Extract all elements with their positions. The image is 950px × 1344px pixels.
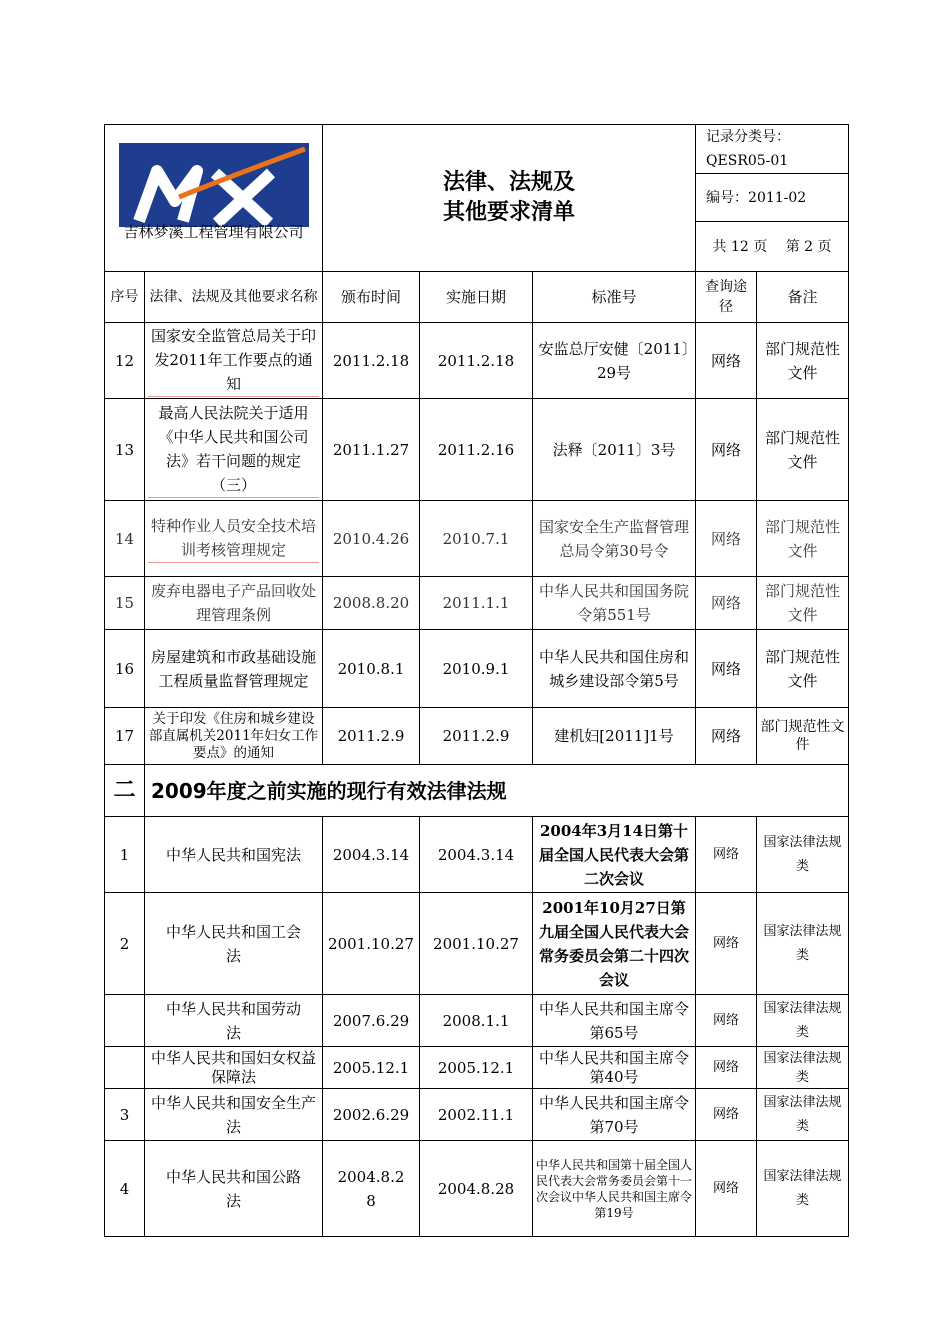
row-name: 房屋建筑和市政基础设施工程质量监督管理规定 bbox=[145, 630, 323, 708]
table-row bbox=[105, 708, 849, 765]
row-name-text: 国家安全监管总局关于印发2011年工作要点的通知 bbox=[148, 324, 319, 397]
table-row bbox=[105, 1047, 849, 1089]
row-effective: 2005.12.1 bbox=[420, 1047, 533, 1089]
row-effective: 2011.2.18 bbox=[420, 323, 533, 399]
col-header-no-text: 序号 bbox=[110, 289, 139, 305]
row-issued: 2004.8.28 bbox=[323, 1141, 420, 1237]
column-header-row bbox=[105, 272, 849, 323]
row-name-text: 特种作业人员安全技术培训考核管理规定 bbox=[148, 514, 319, 563]
row-note: 国家法律法规类 bbox=[757, 1047, 849, 1089]
row-effective: 2004.8.28 bbox=[420, 1141, 533, 1237]
row-issued: 2004.3.14 bbox=[323, 817, 420, 893]
row-name: 中华人民共和国工会法 bbox=[145, 893, 323, 995]
row-effective: 2002.11.1 bbox=[420, 1089, 533, 1141]
row-std: 中华人民共和国主席令第40号 bbox=[533, 1047, 696, 1089]
row-no bbox=[105, 1047, 145, 1089]
row-name bbox=[145, 323, 323, 399]
row-name: 中华人民共和国劳动法 bbox=[145, 995, 323, 1047]
row-note: 部门规范性文件 bbox=[757, 577, 849, 630]
row-name-text: 废弃电器电子产品回收处理管理条例 bbox=[150, 582, 316, 624]
row-std: 中华人民共和国国务院令第551号 bbox=[533, 577, 696, 630]
row-no: 17 bbox=[105, 708, 145, 765]
row-via: 网络 bbox=[696, 1047, 757, 1089]
table-row bbox=[105, 577, 849, 630]
row-name: 关于印发《住房和城乡建设部直属机关2011年妇女工作要点》的通知 bbox=[145, 708, 323, 765]
row-std: 2001年10月27日第九届全国人民代表大会常务委员会第二十四次会议 bbox=[533, 893, 696, 995]
row-effective: 2004.3.14 bbox=[420, 817, 533, 893]
row-name: 中华人民共和国宪法 bbox=[145, 817, 323, 893]
row-note: 部门规范性文件 bbox=[757, 630, 849, 708]
table-row bbox=[105, 995, 849, 1047]
col-header-note: 备注 bbox=[757, 272, 849, 323]
table-row bbox=[105, 630, 849, 708]
col-header-no bbox=[105, 272, 145, 323]
row-issued: 2011.2.18 bbox=[323, 323, 420, 399]
row-no: 14 bbox=[105, 501, 145, 577]
title-line-1: 法律、法规及 bbox=[443, 170, 576, 195]
row-effective: 2010.9.1 bbox=[420, 630, 533, 708]
logo-text: MX bbox=[123, 155, 125, 156]
record-number: 记录分类号：QESR05-01 bbox=[696, 125, 849, 174]
col-header-effective: 实施日期 bbox=[420, 272, 533, 323]
document-number: 编号：2011-02 bbox=[696, 174, 849, 222]
row-no: 1 bbox=[105, 817, 145, 893]
table-row bbox=[105, 817, 849, 893]
table-row bbox=[105, 1141, 849, 1237]
row-no: 13 bbox=[105, 399, 145, 501]
row-name bbox=[145, 577, 323, 630]
table-row bbox=[105, 501, 849, 577]
row-effective: 2011.1.1 bbox=[420, 577, 533, 630]
row-std: 安监总厅安健〔2011〕29号 bbox=[533, 323, 696, 399]
row-no: 3 bbox=[105, 1089, 145, 1141]
col-header-name-text: 法律、法规及其他要求名称 bbox=[149, 289, 318, 305]
section-title: 2009年度之前实施的现行有效法律法规 bbox=[145, 765, 849, 817]
row-no: 16 bbox=[105, 630, 145, 708]
row-effective: 2008.1.1 bbox=[420, 995, 533, 1047]
row-note: 国家法律法规类 bbox=[757, 995, 849, 1047]
row-note: 国家法律法规类 bbox=[757, 1141, 849, 1237]
row-via: 网络 bbox=[696, 708, 757, 765]
row-note: 部门规范性文件 bbox=[757, 323, 849, 399]
row-name bbox=[145, 399, 323, 501]
row-name: 中华人民共和国公路法 bbox=[145, 1141, 323, 1237]
row-no: 2 bbox=[105, 893, 145, 995]
col-header-issued: 颁布时间 bbox=[323, 272, 420, 323]
row-no: 4 bbox=[105, 1141, 145, 1237]
regulation-list-table bbox=[104, 124, 849, 1237]
table-row bbox=[105, 1089, 849, 1141]
row-note: 部门规范性文件 bbox=[757, 708, 849, 765]
row-std: 中华人民共和国住房和城乡建设部令第5号 bbox=[533, 630, 696, 708]
row-issued: 2001.10.27 bbox=[323, 893, 420, 995]
row-note: 部门规范性文件 bbox=[757, 399, 849, 501]
row-no bbox=[105, 995, 145, 1047]
row-via: 网络 bbox=[696, 995, 757, 1047]
row-via: 网络 bbox=[696, 1141, 757, 1237]
row-via: 网络 bbox=[696, 399, 757, 501]
row-via: 网络 bbox=[696, 323, 757, 399]
row-via: 网络 bbox=[696, 577, 757, 630]
row-issued: 2007.6.29 bbox=[323, 995, 420, 1047]
row-issued: 2002.6.29 bbox=[323, 1089, 420, 1141]
row-via: 网络 bbox=[696, 893, 757, 995]
company-name: 吉林梦溪工程管理有限公司 bbox=[123, 223, 304, 241]
col-header-name bbox=[145, 272, 323, 323]
row-issued: 2010.4.26 bbox=[323, 501, 420, 577]
section-mark: 二 bbox=[105, 765, 145, 817]
row-std: 建机妇[2011]1号 bbox=[533, 708, 696, 765]
row-effective: 2001.10.27 bbox=[420, 893, 533, 995]
row-std: 2004年3月14日第十届全国人民代表大会第二次会议 bbox=[533, 817, 696, 893]
row-effective: 2011.2.9 bbox=[420, 708, 533, 765]
row-issued: 2005.12.1 bbox=[323, 1047, 420, 1089]
company-logo-cell bbox=[105, 125, 323, 272]
row-name: 中华人民共和国妇女权益保障法 bbox=[145, 1047, 323, 1089]
row-no: 12 bbox=[105, 323, 145, 399]
row-name bbox=[145, 501, 323, 577]
row-std: 中华人民共和国主席令第70号 bbox=[533, 1089, 696, 1141]
title-line-2: 其他要求清单 bbox=[443, 200, 576, 225]
row-note: 部门规范性文件 bbox=[757, 501, 849, 577]
row-std: 中华人民共和国第十届全国人民代表大会常务委员会第十一次会议中华人民共和国主席令第19号 bbox=[533, 1141, 696, 1237]
table-row bbox=[105, 323, 849, 399]
row-note: 国家法律法规类 bbox=[757, 1089, 849, 1141]
page-count: 共 12 页 第 2 页 bbox=[696, 222, 849, 272]
section-header-row bbox=[105, 765, 849, 817]
row-note: 国家法律法规类 bbox=[757, 817, 849, 893]
row-issued: 2011.2.9 bbox=[323, 708, 420, 765]
row-name-text: 最高人民法院关于适用《中华人民共和国公司法》若干问题的规定（三） bbox=[148, 401, 319, 498]
document-title-cell bbox=[323, 125, 696, 272]
row-effective: 2010.7.1 bbox=[420, 501, 533, 577]
row-std: 国家安全生产监督管理总局令第30号令 bbox=[533, 501, 696, 577]
row-note: 国家法律法规类 bbox=[757, 893, 849, 995]
company-logo bbox=[119, 143, 309, 227]
col-header-std: 标准号 bbox=[533, 272, 696, 323]
row-std: 法释〔2011〕3号 bbox=[533, 399, 696, 501]
row-via: 网络 bbox=[696, 501, 757, 577]
row-via: 网络 bbox=[696, 1089, 757, 1141]
table-row bbox=[105, 893, 849, 995]
table-row bbox=[105, 399, 849, 501]
col-header-via: 查询途径 bbox=[696, 272, 757, 323]
row-issued: 2008.8.20 bbox=[323, 577, 420, 630]
row-via: 网络 bbox=[696, 630, 757, 708]
row-no: 15 bbox=[105, 577, 145, 630]
row-issued: 2010.8.1 bbox=[323, 630, 420, 708]
row-std: 中华人民共和国主席令第65号 bbox=[533, 995, 696, 1047]
row-effective: 2011.2.16 bbox=[420, 399, 533, 501]
row-via: 网络 bbox=[696, 817, 757, 893]
row-issued: 2011.1.27 bbox=[323, 399, 420, 501]
row-name: 中华人民共和国安全生产法 bbox=[145, 1089, 323, 1141]
